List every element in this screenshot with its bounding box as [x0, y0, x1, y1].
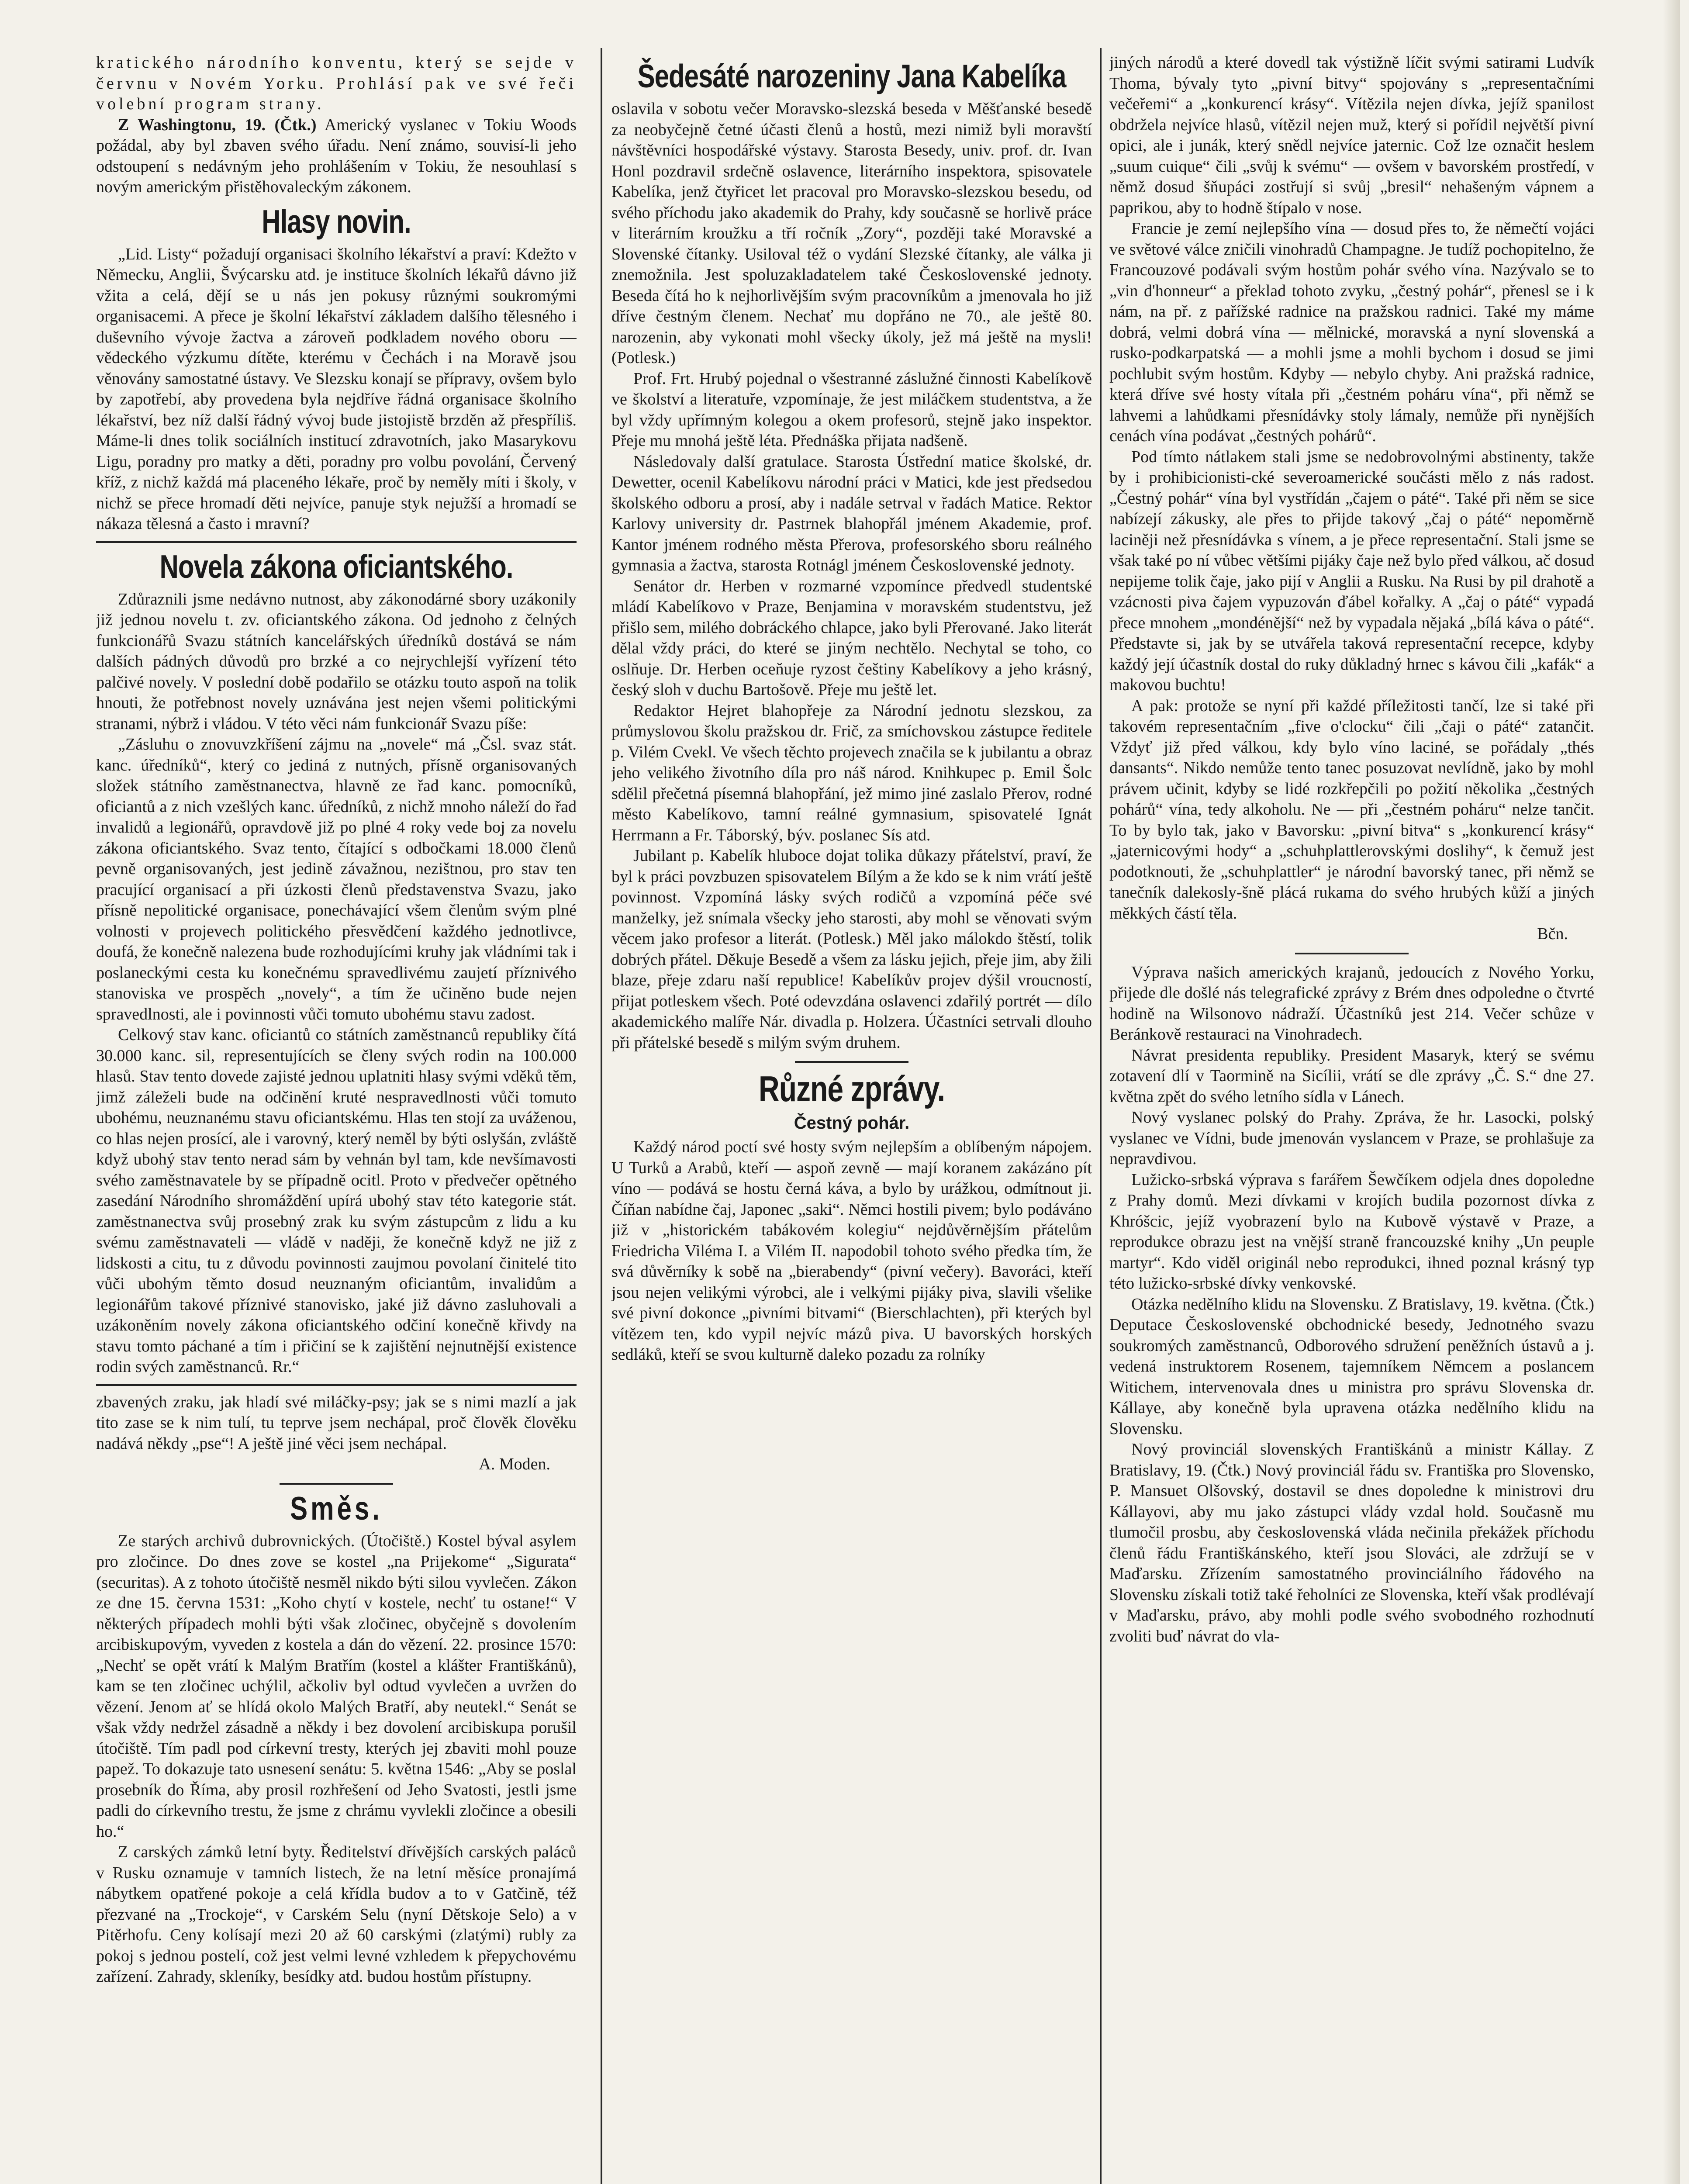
- subheadline-cestny-pohar: Čestný pohár.: [794, 1113, 910, 1133]
- headline-ruzne-zpravy: Různé zprávy.: [759, 1068, 945, 1109]
- article-text: Prof. Frt. Hrubý pojednal o všestranné záslužné činnosti Kabelíkově ve školství a literatuře, vzpomínaje, že jest miláčkem studentstva, a že byl vždy upřímným kolegou a okem profesorů, stejně jako inspektor. Přeje mu mnohá ještě léta. Přednáška přijata nadšeně.: [611, 369, 1092, 450]
- headline-kabelik: Šedesáté narozeniny Jana Kabelíka: [637, 58, 1066, 95]
- article-text: Každý národ poctí své hosty svým nejlepším a oblíbeným nápojem. U Turků a Arabů, kteří — aspoň zevně — mají koranem zakázáno pít víno — podává se hostu černá káva, a bylo by urážkou, odmítnout ji. Číňan nabídne čaj, Japonec „saki“. Němci hostili pivem; bylo podáváno již v „historickém tabákovém kolegiu“ nejdůvěrnějším přátelům Friedricha Viléma I. a Vilém II. napodobil tohoto svého předka tím, že svá důvěrníky k sobě na „bierabendy“ (pivní večery). Bavoráci, kteří jsou nejen velikými výrobci, ale i velkými pijáky piva, slavili všelike své pivní dokonce „pivními bitvami“ (Bierschlachten), při kterých byl vítězem ten, kdo vypil nejvíc mázů piva. U bavorských horských sedláků, kteří se svou kulturně daleko pozadu za rolníky: [611, 1138, 1092, 1364]
- article-text: Z carských zámků letní byty. Ředitelství dřívějších carských paláců v Rusku oznamuje v tamních listech, že na letní měsíce pronajímá nábytkem opatřené pokoje a celá křídla budov a to v Gatčině, též přezvané na „Trockoje“, v Carském Selu (nyní Dětskoje Selo) a v Pitěrhofu. Ceny kolísají mezi 20 až 60 carskými (zlatými) rubly za pokoj s jednou postelí, což jest velmi levné vzhledem k přepychovému zařízení. Zahrady, skleníky, besídky atd. budou hostům přístupny.: [96, 1843, 577, 1986]
- article-text: A pak: protože se nyní při každé příležitosti tančí, lze si také při takovém representačním „five o'clocku“ čili „čaji o páté“ zatančit. Vždyť již před válkou, kdy bylo víno laciné, se pořádaly „thés dansants“. Nikdo nemůže tento tanec posuzovat nevlídně, jako by mohl právem učinit, kdyby se lidé rozkřepčili po požití několika „čestných pohárů“ vína, tedy alkoholu. Ne — při „čestném poháru“ nelze tančit. To by bylo tak, jako v Bavorsku: „pivní bitva“ s „konkurencí krásy“ „jaternicovými hody“ a „schuhplattlerovskými doslihy“, k čemuž jest podotknouti, že „schuhplattler“ je národní bavorský tanec, při němž se tanečník dalekosly-šně plácá rukama do svého hrubých kůží a jiných měkkých částí těla.: [1109, 696, 1594, 923]
- news-item: Výprava našich amerických krajanů, jedoucích z Nového Yorku, přijede dle došlé nás telegrafické zprávy z Brém dnes odpoledne o čtvrté hodině na Wilsonovo nádraží. Účastníků jest 214. Večer schůze v Beránkově restauraci na Vinohradech.: [1109, 963, 1594, 1044]
- news-item: Otázka nedělního klidu na Slovensku. Z Bratislavy, 19. května. (Čtk.) Deputace Československé obchodnické besedy, Jednotného svazu soukromých zaměstnanců, Odborového sdružení peněžních ústavů a j. vedená instruktorem Rosenem, tajemníkem Němcem a poslancem Witichem, intervenovala dnes u ministra pro správu Slovenska dr. Kállaye, aby konečně byla upravena otázka nedělního klidu na Slovensku.: [1109, 1295, 1594, 1438]
- divider: [96, 1384, 577, 1386]
- news-item: Návrat presidenta republiky. President Masaryk, který se svému zotavení dlí v Taormině na Sicílii, vrátí se dle zprávy „Č. S.“ dne 27. května zpět do svého letního sídla v Lánech.: [1109, 1046, 1594, 1106]
- dateline: Z Washingtonu, 19. (Čtk.): [118, 115, 317, 134]
- divider: [795, 1061, 908, 1063]
- signature: Bčn.: [1537, 925, 1568, 943]
- column-divider: [601, 48, 602, 2184]
- headline-novela: Novela zákona oficiantského.: [159, 548, 513, 585]
- article-text: Pod tímto nátlakem stali jsme se nedobrovolnými abstinenty, takže by i prohibicionisti-cké severoamerické součásti mělo z nás radost. „Čestný pohár“ vína byl vystřídán „čajem o páté“. Také při něm se sice nabízejí zákusky, ale přes to přijde takový „čaj o páté“ nepoměrně laciněji než přesnídávka s vínem, a je přece representační. Stali jsme se však také po ní vůbec většími pijáky čaje než bylo před válkou, ač dosud nepijeme tolik čaje, jako pijí v Anglii a Rusku. Na Rusi by pil drahotě a vzácnosti piva čajem vypuzován ďábel kořalky. A „čaj o páté“ vypadá přece mnohem „mondénější“ než by vypadala nějaká „bílá káva o páté“. Představte si, jak by se utvářela taková representační recepce, kdyby každý její účastník dostal do ruky důkladný hrnec s kávou čili „kafák“ a makovou buchtu!: [1109, 447, 1594, 694]
- article-text: Redaktor Hejret blahopřeje za Národní jednotu slezskou, za průmyslovou školu pražskou dr. Frič, za smíchovskou zástupce ředitele p. Vilém Cvekl. Ve všech těchto projevech značila se k jubilantu a obraz jeho velikého životního díla pro náš národ. Knihkupec p. Emil Šolc sdělil přečetná písemná blahopřání, jež mimo jiné zaslalo Přerov, rodné město Kabelíkovo, tamní reálné gymnasium, spisovatelé Ignát Herrmann a Fr. Táborský, býv. poslanec Sís atd.: [611, 701, 1092, 844]
- column-left: [96, 52, 577, 2184]
- article-text: Jubilant p. Kabelík hluboce dojat tolika důkazy přátelství, praví, že byl k práci povzbuzen spisovatelem Bílým a že kdo se k nim vrátí ještě povinnost. Vzpomíná lásky svých rodičů a vzpomíná péče své manželky, jež snímala všecky jeho starosti, aby mohl se věnovati svým věcem jako profesor a literát. (Potlesk.) Měl jako málokdo štěstí, tolik dobrých přátel. Děkuje Besedě a všem za lásku jejich, přeje jim, aby žili blaze, přeje zdaru naší republice! Kabelíkův projev dýšil vroucností, přijat potleskem všech. Poté odevzdána oslavenci zdařilý portrét — dílo akademického malíře Nár. divadla p. Holzera. Účastníci setrvali dlouho při přátelské besedě s milým svým druhem.: [611, 847, 1092, 1052]
- news-item: Nový provinciál slovenských Františkánů a ministr Kállay. Z Bratislavy, 19. (Čtk.) Nový provinciál řádu sv. Františka pro Slovensko, P. Mansuet Olšovský, dostavil se dnes dopoledne k ministrovi dru Kállayovi, aby mu jako zástupci vlády vzdal hold. Současně mu tlumočil prosbu, aby československá vláda nečinila překážek příchodu členů řádu Františkánského, kteří jsou Slováci, ale zdržují se v Maďarsku. Zřízením samostatného provinciálního řádového na Slovensku získali totiž také řeholníci ze Slovenska, kteří však prodlévají v Maďarsku, právo, aby mohli podle svého svobodného rozhodnutí zvoliti buď návrat do vla-: [1109, 1440, 1594, 1645]
- article-text: Z Washingtonu, 19. (Čtk.) Americký vyslanec v Tokiu Woods požádal, aby byl zbaven svého úřadu. Není známo, souvisí-li jeho odstoupení s nedávným jeho prohlášením v Tokiu, že nesouhlasí s novým americkým přistěhovaleckým zákonem.: [96, 115, 577, 196]
- article-text: Francie je zemí nejlepšího vína — dosud přes to, že němečtí vojáci ve světové válce zničili vinohradů Champagne. Je tudíž pochopitelno, že Francouzové podávali svým hostům pohár svého vína. Nazývalo se to „vin d'honneur“ a překlad tohoto zvyku, „čestný pohár“, přenesl se i k nám, na př. z pařížské radnice na pražskou radnici. Také my máme dobrá, velmi dobrá vína — mělnické, moravská a nyní slovenská a rusko-podkarpatská — a mohli jsme a mohli bychom i dosud se jimi pochlubit svým hostům. Kdyby — nebylo chyby. Ani pražská radnice, která dříve své hosty vítala při „čestném poháru vína“, při němž se lahvemi a lahůdkami přesnídávky stoly lámaly, nemůže při nynějších cenách vína podávat „čestných pohárů“.: [1109, 219, 1594, 445]
- article-text: zbavených zraku, jak hladí své miláčky-psy; jak se s nimi mazlí a jak tito zase se k nim tulí, tu teprve jsem nechápal, proč člověk člověku nadává někdy „pse“! A ještě jiné věci jsem nechápal.: [96, 1393, 577, 1453]
- article-text: Následovaly další gratulace. Starosta Ústřední matice školské, dr. Dewetter, ocenil Kabelíkovu národní práci v Matici, kde jest předsedou školského odboru a prosí, aby i nadále setrval v řadách Matice. Rektor Karlovy university dr. Pastrnek blahopřál jménem Akademie, prof. Kantor jménem rodného města Přerova, profesorského sboru reálného gymnasia a žactva, starosta Rotnágl jménem Československé jednoty.: [611, 452, 1092, 574]
- divider: [96, 541, 577, 543]
- divider: [1295, 953, 1409, 954]
- article-text: „Zásluhu o znovuvzkříšení zájmu na „novele“ má „Čsl. svaz stát. kanc. úředníků“, který co jediná z nutných, přísně organisovaných složek státního zaměstnanectva, hlavně ze řad kanc. pomocníků, oficiantů a z nich vzešlých kanc. úředníků, z nichž mnoho náleží do řad invalidů a legionářů, opravdově již po plné 4 roky vede boj za novelu zákona oficiantského. Svaz tento, čítající s odbočkami 18.000 členů pevně organisovaných, jest jedině závažnou, nezištnou, pro stav ten pracující organisací a při úzkosti členů představenstva Svazu, jako přísně nepolitické organisace, ponechávající všem členům svým plné volnosti v projevech politického přesvědčení každého jednotlivce, doufá, že konečně nalezena bude rozhodujícími kruhy jak vládními tak i poslaneckými cesta ku konečnému spravedlivému zaujetí příznivého stanoviska ve prospěch „novely“, a tím že učiněno bude nejen spravedlnosti, ale i povinnosti vůči tomuto ubohému stavu zadost.: [96, 735, 577, 1023]
- headline-smes: Směs.: [290, 1490, 383, 1527]
- column-divider: [1100, 48, 1102, 2184]
- article-text: oslavila v sobotu večer Moravsko-slezská beseda v Měšťanské besedě za neobyčejně četné účasti členů a hostů, mezi nimiž byli moravští návštěvníci hospodářské výstavy. Starosta Besedy, univ. prof. dr. Ivan Honl pozdravil srdečně oslavence, literárního inspektora, spisovatele Kabelíka, jenž čtyřicet let pracoval pro Moravsko-slezskou besedu, od svého příchodu jako akademik do Prahy, kdy současně se horlivě práce v literárním kroužku a tří ročník „Zory“, později také Moravské a Slovenské čítanky. Usiloval též o vydání Slezské čítanky, ale válka ji znemožnila. Jest spoluzakladatelem také Československé jednoty. Beseda čítá ho k nejhorlivějším svým pracovníkům a jmenovala ho již dříve čestným členem. Nechať mu dopřáno ne 70., ale ještě 80. narozenin, aby vykonati mohl všecky úkoly, jež má ještě na mysli! (Potlesk.): [611, 100, 1092, 367]
- article-text: kratického národního konventu, který se sejde v červnu v Novém Yorku. Prohlásí pak ve své řeči volební program strany.: [96, 53, 577, 113]
- article-text: jiných národů a které dovedl tak výstižně líčit svými satirami Ludvík Thoma, bývaly tyto „pivní bitvy“ spojovány s „representačními večeřemi“ a „konkurencí krásy“. Vítězila nejen dívka, jejíž spanilost obdržela nejvíce hlasů, vítězil nejen muž, který si pořídil největší pivní opici, ale i junák, který snědl nejvíce jaternic. Což lze označit heslem „suum cuique“ čili „svůj k svému“ — ovšem v bavorském prostředí, v němž dosud šňupáci zostřují si svůj „bresil“ nehašeným vápnem a paprikou, aby to hodně štípalo v nose.: [1109, 53, 1594, 217]
- signature: A. Moden.: [479, 1455, 550, 1473]
- article-text: Ze starých archivů dubrovnických. (Útočiště.) Kostel býval asylem pro zločince. Do dnes zove se kostel „na Prijekome“ „Sigurata“ (securitas). A z tohoto útočiště nesměl nikdo býti silou vyvlečen. Zákon ze dne 15. června 1531: „Koho chytí v kostele, nechť tu ostane!“ V některých případech mohli býti však zločinec, obyčejně s dovolením arcibiskupovým, vyveden z kostela a dán do vězení. 22. prosince 1570: „Nechť se opět vrátí k Malým Bratřím (kostel a klášter Františkánů), kam se ten zločinec uchýlil, ačkoliv byl odtud vyvlečen a uvržen do vězení. Jenom ať se hlídá okolo Malých Bratří, aby neutekl.“ Senát se však vždy nedržel zásadně a někdy i bez dovolení arcibiskupa porušil útočiště. Tím padl pod církevní tresty, kterých jej zbaviti mohl pouze papež. To dokazuje tato usnesení senátu: 5. května 1546: „Aby se poslal prosebník do Říma, aby prosil rozhřešení od Jeho Svatosti, jestli jsme padli do církevního trestu, že jsme z chrámu vyvlekli zločince a obesili ho.“: [96, 1531, 577, 1841]
- column-middle: [611, 52, 1092, 2184]
- headline-hlasy-novin: Hlasy novin.: [262, 203, 411, 240]
- article-text: „Lid. Listy“ požadují organisaci školního lékařství a praví: Kdežto v Německu, Anglii, Švýcarsku atd. je instituce školních lékařů dávno již vžita a celá, dějí se u nás jen pokusy různými soukromými organisacemi. A přece je školní lékařství základem dalšího tělesného i duševního vývoje žactva a zároveň podkladem nového oboru — vědeckého výzkumu dítěte, kterému v Čechách i na Moravě jsou věnovány samostatné ústavy. Ve Slezsku konají se přípravy, ovšem bylo by zapotřebí, aby provedena byla nejdříve řádná organisace školního lékařství, bez níž další řádný vývoj bude jistojistě brzděn až přespříliš. Máme-li dnes tolik sociálních institucí zdravotních, jako Masarykovu Ligu, poradny pro matky a děti, poradny pro volbu povolání, Červený kříž, z nichž každá má placeného lékaře, proč by neměly míti i školy, v nichž se přece hromadí děti nejvíce, panuje styk nejužší a hromadí se nákaza tělesná a často i mravní?: [96, 245, 577, 533]
- news-item: Nový vyslanec polský do Prahy. Zpráva, že hr. Lasocki, polský vyslanec ve Vídni, bude jmenován vyslancem v Praze, se prohlašuje za nepravdivou.: [1109, 1108, 1594, 1168]
- article-text: Celkový stav kanc. oficiantů co státních zaměstnanců republiky čítá 30.000 kanc. sil, representujících se členy svých rodin na 100.000 hlasů. Stav tento dovede zajisté jednou uplatniti hlasy svými vděků těm, jimž záleželi bude na odčinění kruté nespravedlnosti vůči tomuto ubohému, neuznanému stavu oficiantskému. Hlas ten stojí za uváženou, co hlas nejen prosící, ale i varovný, který neměl by býti oslyšán, zvláště když ubohý stav tento nerad sám by vehnán byl tam, kde nevšímavosti svého zaměstnavatele by se případně ocitl. Proto v předvečer opětného zasedání Národního shromáždění upírá ubohý stav této kategorie stát. zaměstnanectva svůj prosebný zrak ku svým zástupcům z lidu a ku svému zaměstnavateli — vládě v naději, že konečně když ne již z lidskosti a citu, tu z důvodu povinnosti zaujmou povolaní činitelé tito vůči ubohým těmto dosud neuznaným oficiantům, invalidům a legionářům takové příznivé stanovisko, jaké již dávno zasluhovali a uzákoněním novely zákona oficiantského odčiní konečně křivdy na stavu tomto páchané a tím i přičiní se k zajištění nejnutnější existence rodin svých zaměstnanců. Rr.“: [96, 1026, 577, 1376]
- news-item: Lužicko-srbská výprava s farářem Šewčíkem odjela dnes dopoledne z Prahy domů. Mezi dívkami v krojích budila pozornost dívka z Khróšcic, jejíž vyobrazení bylo na Kubově výstavě v Praze, a reprodukce obrazu jest na vnější straně francouzské knihy „Un peuple martyr“. Kdo viděl originál nebo reprodukci, ihned poznal krásný typ této lužicko-srbské dívky venkovské.: [1109, 1170, 1594, 1292]
- divider: [280, 1483, 393, 1485]
- column-right: [1109, 52, 1594, 2184]
- page-edge-shadow: [1663, 0, 1680, 2184]
- article-text: Zdůraznili jsme nedávno nutnost, aby zákonodárné sbory uzákonily již jednou novelu t. zv. oficiantského zákona. Od jednoho z čelných funkcionářů Svazu státních kancelářských úředníků dostává se nám dalších pádných důvodů pro brzké a co nejrychlejší vyřízení této palčivé novely. V poslední době podařilo se otázku touto aspoň na tolik hnouti, že potřebnost novely uznávána jest nejen všemi politickými stranami, nýbrž i vládou. V této věci nám funkcionář Svazu píše:: [96, 590, 577, 733]
- article-text: Senátor dr. Herben v rozmarné vzpomínce předvedl studentské mládí Kabelíkovo v Praze, Benjamina v moravském studentstvu, jež přišlo sem, milého dobráckého chlapce, jako byli Přerované. Jako literát dělal vždy práci, do které se jiným nechtělo. Nechytal se toho, co oslňuje. Dr. Herben oceňuje ryzost češtiny Kabelíkovy a jeho krásný, český sloh v duchu Bartošově. Přeje mu ještě let.: [611, 577, 1092, 699]
